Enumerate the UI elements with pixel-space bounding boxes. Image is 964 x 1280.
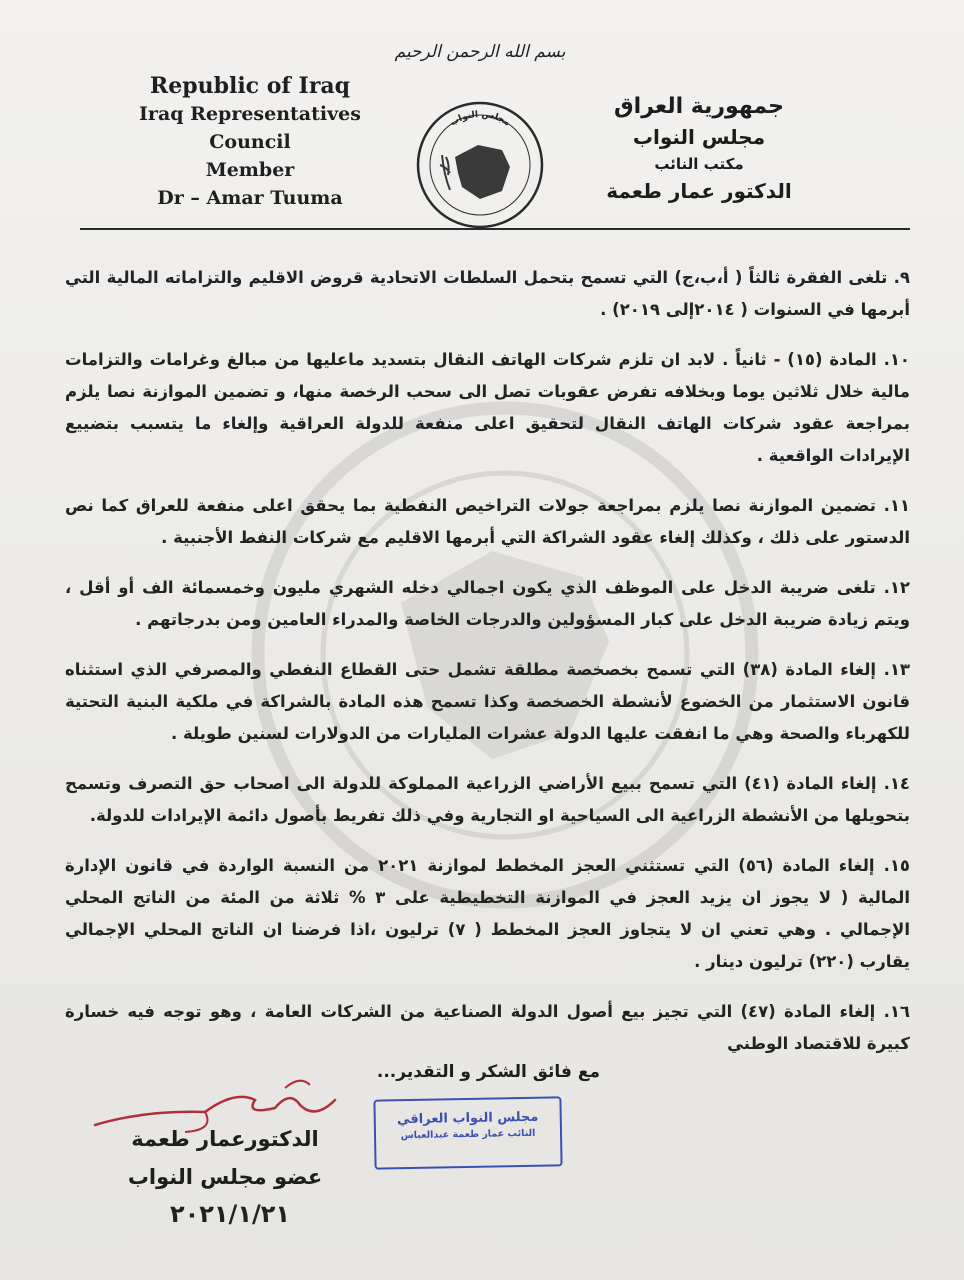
paragraph-11: ١١. تضمين الموازنة نصا يلزم بمراجعة جولات التراخيص النفطية بما يحقق اعلى منفعة للعراق كما نص الدستور على ذلك ، وكذلك إلغاء عقود الشراكة التي أبرمها الاقليم مع شركات النفط الأجنبية . — [65, 496, 910, 547]
stamp-line-1: مجلس النواب العراقي — [396, 1109, 539, 1128]
paragraph-15: ١٥. إلغاء المادة (٥٦) التي تستثني العجز المخطط لموازنة ٢٠٢١ من النسبة الواردة في قانون الإدارة المالية ( لا يجوز ان يزيد العجز في الموازنة التخطيطية على ٣ % ثلاثة من المئة من الناتج المحلي الإجمالي . وهي تعني ان لا يتجاوز العجز المخطط ( ٧) ترليون ،اذا فرضنا ان الناتج المحلي الإجمالي يقارب (٢٢٠) ترليون دينار . — [65, 856, 910, 971]
arabic-country: جمهورية العراق — [614, 94, 784, 119]
letter-body — [65, 262, 910, 1078]
signatory-name: الدكتورعمار طعمة — [131, 1127, 319, 1151]
english-member-name: Dr – Amar Tuuma — [157, 187, 343, 209]
english-council: Iraq Representatives Council — [139, 103, 361, 153]
paragraph-14: ١٤. إلغاء المادة (٤١) التي تسمح ببيع الأراضي الزراعية المملوكة للدولة الى اصحاب حق التصرف وتسمح بتحويلها من الأنشطة الزراعية الى السياحية او التجارية وفي ذلك تفريط بأصول دائمة الإيرادات للدولة. — [65, 774, 910, 825]
paragraph-12: ١٢. تلغى ضريبة الدخل على الموظف الذي يكون اجمالي دخله الشهري مليون وخمسمائة الف أو أقل ، ويتم زيادة ضريبة الدخل على كبار المسؤولين والدرجات الخاصة والمدراء العامين ومن بدرجاتهم . — [65, 578, 910, 629]
arabic-letterhead — [584, 92, 814, 206]
english-country: Republic of Iraq — [149, 73, 351, 99]
paragraph-16: ١٦. إلغاء المادة (٤٧) التي تجيز بيع أصول الدولة الصناعية من الشركات العامة ، وهو توجه فيه خسارة كبيرة للاقتصاد الوطني — [65, 1002, 910, 1053]
council-emblem-icon — [410, 95, 550, 235]
arabic-council: مجلس النواب — [632, 125, 766, 149]
arabic-office: مكتب النائب — [654, 155, 744, 173]
letter-date: ٢٠٢١/١/٢١ — [169, 1200, 291, 1228]
english-role: Member — [205, 159, 295, 181]
signatory-block — [100, 1120, 350, 1196]
paragraph-10: ١٠. المادة (١٥) - ثانياً . لابد ان تلزم شركات الهاتف النقال بتسديد ماعليها من مبالغ وغرامات والتزامات مالية خلال ثلاثين يوما وبخلافه تفرض عقوبات تصل الى سحب الرخصة منها، و تضمين الموازنة نصا يلزم بمراجعة عقود شركات الهاتف النقال لتحقيق اعلى منفعة للدولة العراقية وإلغاء ما يتسبب بتضييع الإيرادات الواقعية . — [65, 350, 911, 465]
svg-text:مجلس النواب — [448, 110, 511, 129]
official-stamp — [373, 1096, 562, 1169]
signatory-title: عضو مجلس النواب — [127, 1165, 323, 1189]
english-letterhead — [100, 72, 400, 212]
arabic-member-name: الدكتور عمار طعمة — [606, 179, 792, 203]
header-divider — [80, 228, 910, 230]
bismillah: بسم الله الرحمن الرحيم — [394, 42, 566, 62]
emblem-top-text: مجلس النواب — [448, 109, 512, 129]
closing-line: مع فائق الشكر و التقدير... — [376, 1062, 600, 1082]
paragraph-13: ١٣. إلغاء المادة (٣٨) التي تسمح بخصخصة مطلقة تشمل حتى القطاع النفطي والمصرفي الذي استثناه قانون الاستثمار من الخضوع لأنشطة الخصخصة وكذا تسمح هذه المادة بالشراكة في ملكية البنية التحتية للكهرباء والصحة وهي ما انفقت عليها الدولة عشرات المليارات من الدولارات لسنين طويلة . — [65, 660, 910, 743]
paragraph-9: ٩. تلغى الفقرة ثالثاً ( أ،ب،ج) التي تسمح بتحمل السلطات الاتحادية قروض الاقليم والتزاماته المالية التي أبرمها في السنوات ( ٢٠١٤إلى ٢٠١٩) . — [65, 268, 910, 319]
stamp-line-2: النائب عمار طعمة عبدالعباس — [400, 1127, 536, 1142]
